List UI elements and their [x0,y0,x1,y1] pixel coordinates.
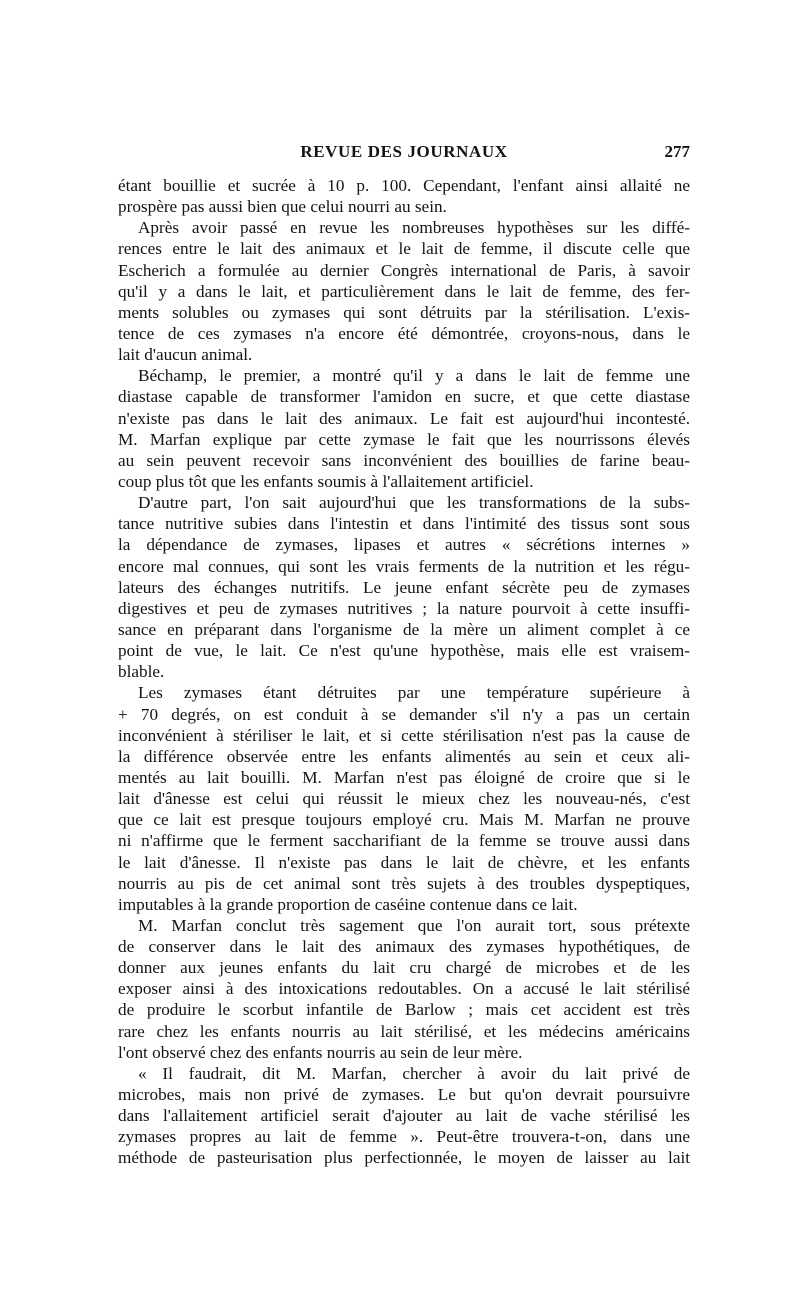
article-body [118,175,690,1169]
text-line: zymases propres au lait de femme ». Peut-être trouvera-t-on, dans une [118,1127,690,1147]
page-number: 277 [664,142,690,161]
text-line: rences entre le lait des animaux et le lait de femme, il discute celle que [118,239,690,259]
text-line: le lait d'ânesse. Il n'existe pas dans le lait de chèvre, et les enfants [118,852,690,872]
text-line: encore mal connues, qui sont les vrais ferments de la nutrition et les régu- [118,556,690,576]
text-line: Béchamp, le premier, a montré qu'il y a dans le lait de femme une [138,366,690,386]
text-line: Après avoir passé en revue les nombreuses hypothèses sur les diffé- [138,218,690,238]
text-line: Escherich a formulée au dernier Congrès international de Paris, à savoir [118,260,690,280]
text-line: diastase capable de transformer l'amidon en sucre, et que cette diastase [118,387,690,407]
running-title: REVUE DES JOURNAUX [300,142,508,161]
text-line: M. Marfan explique par cette zymase le fait que les nourrissons élevés [118,429,690,449]
paragraph [118,682,690,915]
text-line: de produire le scorbut infantile de Barlow ; mais cet accident est très [118,1000,690,1020]
text-line: microbes, mais non privé de zymases. Le but qu'on devrait poursuivre [118,1085,690,1105]
paragraph [118,217,690,365]
text-line: dans l'allaitement artificiel serait d'ajouter au lait de vache stérilisé les [118,1106,690,1126]
paragraph [118,492,690,682]
paragraph [118,1063,690,1169]
text-line: lait d'aucun animal. [118,345,253,365]
text-line: lait d'ânesse est celui qui réussit le mieux chez les nouveau-nés, c'est [118,789,690,809]
text-line: mentés au lait bouilli. M. Marfan n'est pas éloigné de croire que si le [118,767,690,787]
paragraph [118,365,690,492]
text-line: imputables à la grande proportion de caséine contenue dans ce lait. [118,894,578,914]
text-line: + 70 degrés, on est conduit à se demander s'il n'y a pas un certain [118,704,690,724]
text-line: au sein peuvent recevoir sans inconvénient des bouillies de farine beau- [118,450,690,470]
text-line: « Il faudrait, dit M. Marfan, chercher à avoir du lait privé de [138,1063,690,1083]
text-line: méthode de pasteurisation plus perfectionnée, le moyen de laisser au lait [118,1148,690,1168]
text-line: prospère pas aussi bien que celui nourri au sein. [118,197,447,217]
text-line: nourris au pis de cet animal sont très sujets à des troubles dyspeptiques, [118,873,690,893]
text-line: la différence observée entre les enfants alimentés au sein et ceux ali- [118,746,690,766]
text-line: blable. [118,662,165,682]
text-line: ni n'affirme que le ferment saccharifiant de la femme se trouve aussi dans [118,831,690,851]
paragraph [118,175,690,217]
paragraph [118,915,690,1063]
text-line: lateurs des échanges nutritifs. Le jeune enfant sécrète peu de zymases [118,577,690,597]
text-line: D'autre part, l'on sait aujourd'hui que les transformations de la subs- [138,493,690,513]
text-line: étant bouillie et sucrée à 10 p. 100. Cependant, l'enfant ainsi allaité ne [118,176,690,195]
text-line: la dépendance de zymases, lipases et autres « sécrétions internes » [118,535,690,555]
text-line: de conserver dans le lait des animaux des zymases hypothétiques, de [118,937,690,957]
text-line: M. Marfan conclut très sagement que l'on aurait tort, sous prétexte [138,915,690,935]
text-line: exposer ainsi à des intoxications redoutables. On a accusé le lait stérilisé [118,979,690,999]
text-line: tance nutritive subies dans l'intestin et dans l'intimité des tissus sont sous [118,514,690,534]
text-line: donner aux jeunes enfants du lait cru chargé de microbes et de les [118,958,690,978]
text-line: l'ont observé chez des enfants nourris au sein de leur mère. [118,1042,523,1062]
text-line: inconvénient à stériliser le lait, et si cette stérilisation n'est pas la cause de [118,725,690,745]
text-line: Les zymases étant détruites par une température supérieure à [138,683,690,703]
text-line: n'existe pas dans le lait des animaux. Le fait est aujourd'hui incontesté. [118,408,690,428]
text-line: qu'il y a dans le lait, et particulièrement dans le lait de femme, des fer- [118,281,690,301]
text-line: tence de ces zymases n'a encore été démontrée, croyons-nous, dans le [118,323,690,343]
text-line: coup plus tôt que les enfants soumis à l'allaitement artificiel. [118,471,534,491]
running-head [118,142,690,164]
text-line: ments solubles ou zymases qui sont détruits par la stérilisation. L'exis- [118,302,690,322]
text-line: rare chez les enfants nourris au lait stérilisé, et les médecins américains [118,1021,690,1041]
text-line: sance en préparant dans l'organisme de la mère un aliment complet à ce [118,619,690,639]
text-line: digestives et peu de zymases nutritives ; la nature pourvoit à cette insuffi- [118,598,690,618]
text-line: point de vue, le lait. Ce n'est qu'une hypothèse, mais elle est vraisem- [118,641,690,661]
text-line: que ce lait est presque toujours employé cru. Mais M. Marfan ne prouve [118,810,690,830]
